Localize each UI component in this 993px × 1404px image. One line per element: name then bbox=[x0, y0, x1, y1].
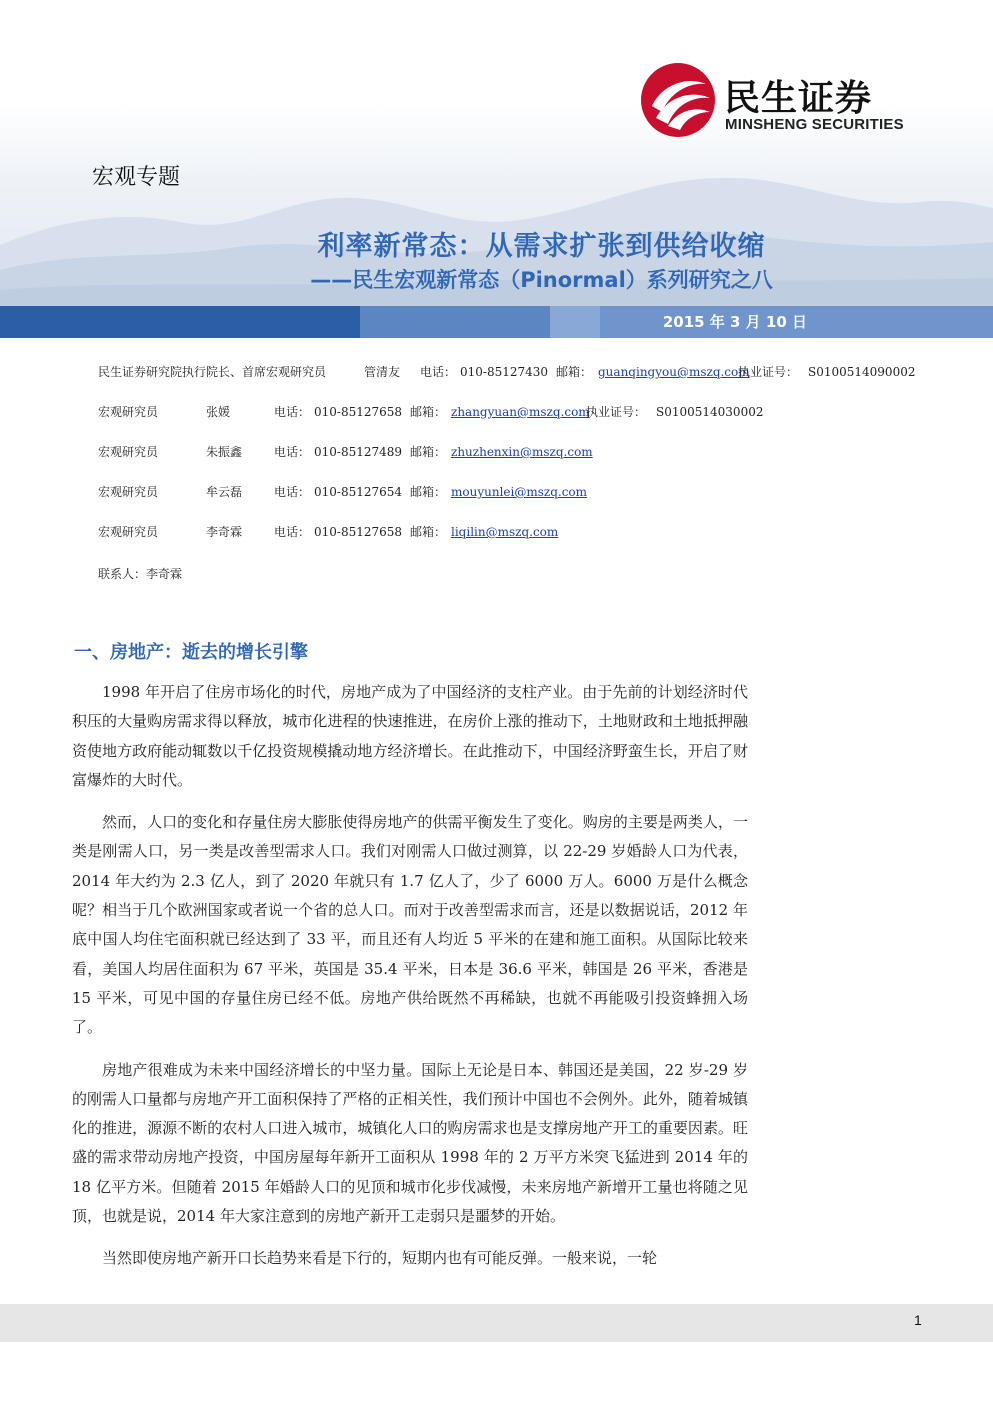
report-subtitle: ——民生宏观新常态（Pinormal）系列研究之八 bbox=[310, 268, 773, 292]
analyst-cert: S0100514030002 bbox=[656, 405, 764, 419]
logo-english-name: MINSHENG SECURITIES bbox=[725, 116, 904, 133]
company-logo bbox=[640, 62, 930, 142]
analyst-title: 宏观研究员 bbox=[98, 405, 159, 419]
phone-label: 电话： bbox=[274, 445, 311, 459]
contact-person: 联系人：李奇霖 bbox=[98, 567, 183, 581]
report-category: 宏观专题 bbox=[92, 165, 181, 190]
email-label: 邮箱： bbox=[556, 365, 593, 379]
analyst-phone: 010-85127430 bbox=[460, 365, 549, 379]
paragraph: 1998 年开启了住房市场化的时代，房地产成为了中国经济的支柱产业。由于先前的计划经济时代积压的大量购房需求得以释放，城市化进程的快速推进，在房价上涨的推动下，土地财政和土地抵押融资使地方政府能动辄数以千亿投资规模撬动地方经济增长。在此推动下，中国经济野蛮生长，开启了财富爆炸的大时代。 bbox=[72, 683, 748, 789]
paragraph: 然而，人口的变化和存量住房大膨胀使得房地产的供需平衡发生了变化。购房的主要是两类人，一类是刚需人口，另一类是改善型需求人口。我们对刚需人口做过测算，以 22-29 岁婚龄人口为代表，2014 年大约为 2.3 亿人，到了 2020 年就只有 1.7 亿人了，少了 6000 万人。6000 万是什么概念呢？相当于几个欧洲国家或者说一个省的总人口。而对于改善型需求而言，还是以数据说话，2012 年底中国人均住宅面积就已经达到了 33 平，而且还有人均近 5 平米的在建和施工面积。从国际比较来看，美国人均居住面积为 67 平米，英国是 35.4 平米，日本是 36.6 平米，韩国是 26 平米，香港是 15 平米，可见中国的存量住房已经不低。房地产供给既然不再稀缺，也就不再能吸引投资蜂拥入场了。 bbox=[72, 813, 748, 1037]
analyst-email-link[interactable]: guanqingyou@mszq.com bbox=[598, 365, 750, 379]
report-date: 2015 年 3 月 10 日 bbox=[662, 313, 807, 331]
paragraph: 当然即使房地产新开口长趋势来看是下行的，短期内也有可能反弹。一般来说，一轮 bbox=[102, 1249, 658, 1268]
analyst-title: 宏观研究员 bbox=[98, 485, 159, 499]
email-label: 邮箱： bbox=[410, 525, 447, 539]
body-text bbox=[72, 678, 748, 1287]
paragraph: 房地产很难成为未来中国经济增长的中坚力量。国际上无论是日本、韩国还是美国，22 岁-29 岁的刚需人口量都与房地产开工面积保持了严格的正相关性，我们预计中国也不会例外。此外，随着城镇化的推进，源源不断的农村人口进入城市，城镇化人口的购房需求也是支撑房地产开工的重要因素。旺盛的需求带动房地产投资，中国房屋每年新开工面积从 1998 年的 2 万平方米突飞猛进到 2014 年的 18 亿平方米。但随着 2015 年婚龄人口的见顶和城市化步伐减慢，未来房地产新增开工量也将随之见顶，也就是说，2014 年大家注意到的房地产新开工走弱只是噩梦的开始。 bbox=[72, 1060, 748, 1226]
page-number: 1 bbox=[914, 1312, 922, 1328]
analyst-name: 朱振鑫 bbox=[206, 445, 243, 459]
analyst-title: 民生证券研究院执行院长、首席宏观研究员 bbox=[98, 365, 327, 379]
report-title: 利率新常态：从需求扩张到供给收缩 bbox=[317, 231, 766, 262]
date-bar bbox=[0, 306, 993, 338]
analyst-email-link[interactable]: zhangyuan@mszq.com bbox=[451, 405, 590, 419]
cert-label: 执业证号： bbox=[738, 365, 799, 379]
cert-label: 执业证号： bbox=[586, 405, 647, 419]
analyst-cert: S0100514090002 bbox=[808, 365, 916, 379]
email-label: 邮箱： bbox=[410, 485, 447, 499]
logo-mark-icon bbox=[640, 62, 716, 138]
logo-chinese-name: 民生证券 bbox=[724, 78, 873, 119]
analyst-title: 宏观研究员 bbox=[98, 445, 159, 459]
phone-label: 电话： bbox=[274, 525, 311, 539]
analyst-phone: 010-85127489 bbox=[314, 445, 403, 459]
analyst-phone: 010-85127654 bbox=[314, 485, 403, 499]
footer-band bbox=[0, 1304, 993, 1342]
phone-label: 电话： bbox=[274, 405, 311, 419]
analyst-phone: 010-85127658 bbox=[314, 525, 403, 539]
phone-label: 电话： bbox=[274, 485, 311, 499]
email-label: 邮箱： bbox=[410, 445, 447, 459]
analyst-email-link[interactable]: mouyunlei@mszq.com bbox=[451, 485, 588, 499]
analyst-name: 管清友 bbox=[364, 365, 401, 379]
section-heading: 一、房地产：逝去的增长引擎 bbox=[74, 642, 308, 663]
analyst-name: 张媛 bbox=[206, 405, 231, 419]
analyst-phone: 010-85127658 bbox=[314, 405, 403, 419]
analyst-title: 宏观研究员 bbox=[98, 525, 159, 539]
phone-label: 电话： bbox=[420, 365, 457, 379]
email-label: 邮箱： bbox=[410, 405, 447, 419]
analyst-email-link[interactable]: zhuzhenxin@mszq.com bbox=[451, 445, 593, 459]
analyst-email-link[interactable]: liqilin@mszq.com bbox=[451, 525, 559, 539]
analyst-name: 牟云磊 bbox=[206, 485, 243, 499]
analyst-name: 李奇霖 bbox=[206, 525, 243, 539]
